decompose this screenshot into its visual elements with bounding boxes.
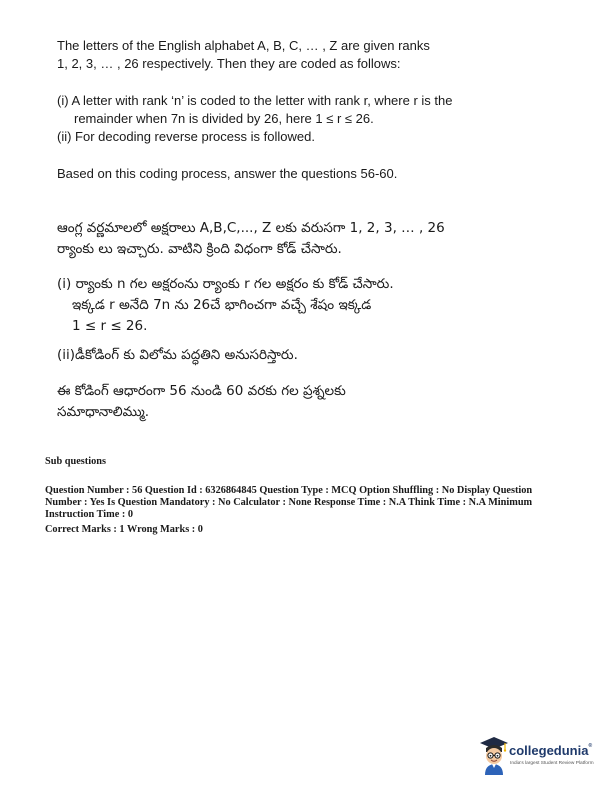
instruction-english: Based on this coding process, answer the questions 56-60. bbox=[57, 166, 398, 181]
rule-1-line-2: remainder when 7n is divided by 26, here 1 ≤ r ≤ 26. bbox=[74, 111, 374, 126]
telugu-intro-line-2: ర్యాంకు లు ఇచ్చారు. వాటిని క్రింది విధంగా కోడ్ చేసారు. bbox=[57, 241, 342, 257]
telugu-intro-line-1: ఆంగ్ల వర్ణమాలలో అక్షరాలు A,B,C,..., Z లకు వరుసగా 1, 2, 3, … , 26 bbox=[57, 220, 445, 236]
coding-rules-english bbox=[57, 92, 557, 146]
telugu-instruction-line-1: ఈ కోడింగ్ ఆధారంగా 56 నుండి 60 వరకు గల ప్రశ్నలకు bbox=[57, 383, 346, 399]
telugu-instruction-line-2: సమాధానాలిమ్ము. bbox=[57, 404, 150, 420]
marks-info: Correct Marks : 1 Wrong Marks : 0 bbox=[45, 524, 203, 535]
question-info-line-1: Question Number : 56 Question Id : 6326864845 Question Type : MCQ Option Shuffling : No Display Question bbox=[45, 485, 533, 496]
logo-name: collegedunia® bbox=[509, 743, 593, 758]
question-info bbox=[45, 485, 575, 521]
logo-tagline: India's largest Student Review Platform bbox=[510, 761, 594, 766]
collegedunia-logo[interactable] bbox=[477, 735, 602, 775]
coding-rules-telugu bbox=[57, 274, 557, 337]
instruction-telugu bbox=[57, 381, 557, 423]
graduate-mascot-icon bbox=[477, 735, 511, 775]
rule-1-line-1: (i) A letter with rank ‘n’ is coded to the letter with rank r, where r is the bbox=[57, 93, 453, 108]
telugu-rule-1-line-3: 1 ≤ r ≤ 26. bbox=[72, 318, 148, 334]
rule-2: (ii) For decoding reverse process is followed. bbox=[57, 129, 315, 144]
question-info-line-3: Instruction Time : 0 bbox=[45, 509, 134, 520]
intro-line-1: The letters of the English alphabet A, B, C, … , Z are given ranks bbox=[57, 38, 430, 53]
intro-line-2: 1, 2, 3, … , 26 respectively. Then they are coded as follows: bbox=[57, 56, 401, 71]
question-info-line-2: Number : Yes Is Question Mandatory : No Calculator : None Response Time : N.A Think Time : N.A Minimum bbox=[45, 497, 533, 508]
telugu-rule-1-line-1: (i) ర్యాంకు n గల అక్షరంను ర్యాంకు r గల అక్షరం కు కోడ్ చేసారు. bbox=[57, 276, 394, 292]
telugu-rule-1-line-2: ఇక్కడ r అనేది 7n ను 26చే భాగించగా వచ్చే శేషం ఇక్కడ bbox=[72, 297, 372, 313]
telugu-rule-2: (ii)డీకోడింగ్ కు విలోమ పద్ధతిని అనుసరిస్తారు. bbox=[57, 347, 298, 363]
intro-text-telugu bbox=[57, 218, 557, 260]
intro-text-english bbox=[57, 37, 557, 73]
sub-questions-heading: Sub questions bbox=[45, 456, 106, 467]
